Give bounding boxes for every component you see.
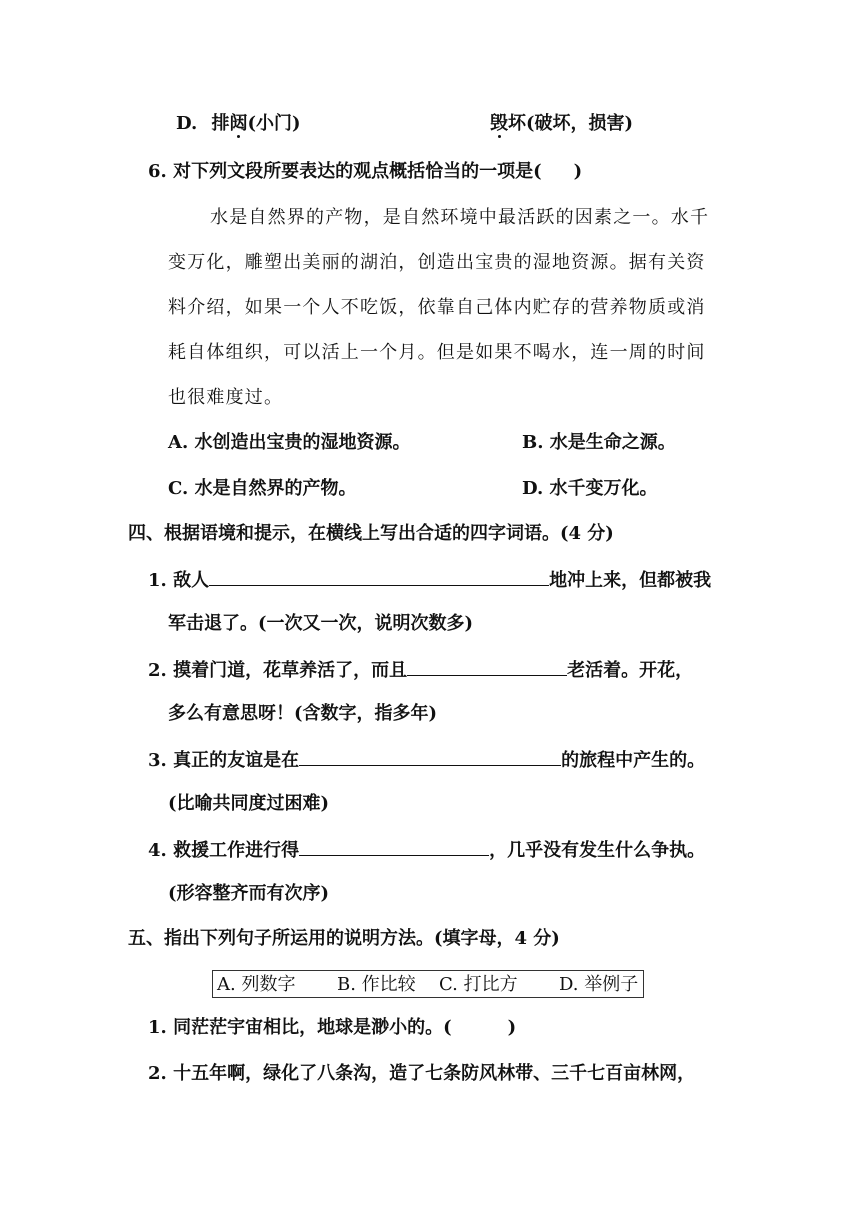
passage-line: 料介绍，如果一个人不吃饭，依靠自己体内贮存的营养物质或消 [168, 297, 706, 318]
q5-option-d [176, 110, 301, 138]
method-a: A. 列数字 [217, 974, 296, 995]
q6-option-b: B. 水是生命之源。 [522, 432, 676, 453]
passage-line: 耗自体组织，可以活上一个月。但是如果不喝水，连一周的时间 [168, 342, 706, 363]
q6-option-a: A. 水创造出宝贵的湿地资源。 [168, 432, 411, 453]
section4-title: 四、根据语境和提示，在横线上写出合适的四字词语。(4 分) [128, 523, 614, 544]
s4-item-1: 1. 敌人 地冲上来，但都被我 [148, 565, 711, 595]
dotted-char: 闼 [229, 113, 248, 134]
s4-item-1-hint: 军击退了。(一次又一次，说明次数多) [168, 613, 474, 634]
answer-blank[interactable] [209, 565, 549, 586]
q6-option-d: D. 水千变万化。 [522, 478, 658, 499]
s4-item-4-hint: (形容整齐而有次序) [168, 883, 330, 904]
q6-option-c: C. 水是自然界的产物。 [168, 478, 357, 499]
s4-item-2-hint: 多么有意思呀！(含数字，指多年) [168, 703, 438, 724]
s5-item-2: 2. 十五年啊，绿化了八条沟，造了七条防风林带、三千七百亩林网， [148, 1063, 696, 1084]
q5-option-d-right: 毁坏(破坏，损害) [490, 113, 634, 134]
dotted-char: 毁 [490, 113, 508, 134]
s4-item-3-hint: (比喻共同度过困难) [168, 793, 330, 814]
s5-item-1: 1. 同茫茫宇宙相比，地球是渺小的。( ) [148, 1017, 517, 1038]
method-d: D. 举例子 [559, 974, 639, 995]
answer-blank[interactable] [407, 655, 567, 676]
passage-line: 也很难度过。 [168, 387, 284, 408]
methods-box [212, 970, 644, 998]
passage-line: 变万化，雕塑出美丽的湖泊，创造出宝贵的湿地资源。据有关资 [168, 252, 706, 273]
method-b: B. 作比较 [337, 974, 416, 995]
question-text: 对下列文段所要表达的观点概括恰当的一项是( [173, 161, 542, 182]
word-left: 排闼(小门) [211, 113, 301, 134]
section5-title: 五、指出下列句子所运用的说明方法。(填字母，4 分) [128, 928, 560, 949]
question-number: 6. [148, 161, 167, 182]
s4-item-3: 3. 真正的友谊是在 的旅程中产生的。 [148, 745, 705, 775]
q6-question [148, 158, 582, 186]
method-c: C. 打比方 [439, 974, 518, 995]
option-label: D. [176, 113, 198, 134]
s4-item-4: 4. 救援工作进行得 ，几乎没有发生什么争执。 [148, 835, 705, 865]
answer-paren-close: ) [573, 161, 583, 182]
answer-blank[interactable] [299, 745, 561, 766]
s4-item-2: 2. 摸着门道，花草养活了，而且 老活着。开花， [148, 655, 693, 685]
answer-blank[interactable] [299, 835, 489, 856]
passage-line: 水是自然界的产物，是自然环境中最活跃的因素之一。水千 [210, 207, 710, 228]
